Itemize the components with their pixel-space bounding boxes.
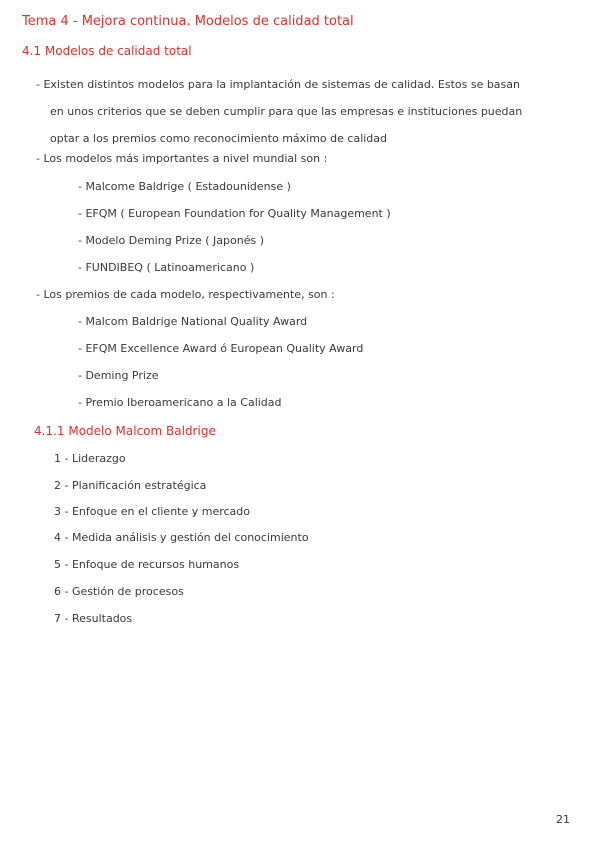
criterion-item: 5 - Enfoque de recursos humanos (54, 558, 240, 571)
subsection-heading: 4.1.1 Modelo Malcom Baldrige (34, 424, 216, 438)
model-item: - Modelo Deming Prize ( Japonés ) (78, 234, 264, 247)
model-item: - Malcome Baldrige ( Estadounidense ) (78, 180, 291, 193)
award-item: - EFQM Excellence Award ó European Quality Award (78, 342, 364, 355)
criterion-item: 2 - Planificación estratégica (54, 479, 207, 492)
award-item: - Deming Prize (78, 369, 159, 382)
criterion-item: 6 - Gestión de procesos (54, 585, 184, 598)
section-heading: 4.1 Modelos de calidad total (22, 44, 192, 58)
criterion-item: 4 - Medida análisis y gestión del conocimiento (54, 531, 309, 544)
awards-intro: - Los premios de cada modelo, respectivamente, son : (36, 288, 335, 301)
model-item: - FUNDIBEQ ( Latinoamericano ) (78, 261, 255, 274)
intro-paragraph (36, 71, 572, 152)
criterion-item: 7 - Resultados (54, 612, 133, 625)
intro-line: - Existen distintos modelos para la implantación de sistemas de calidad. Estos se basan (36, 78, 520, 91)
model-item: - EFQM ( European Foundation for Quality Management ) (78, 207, 391, 220)
intro-line: en unos criterios que se deben cumplir para que las empresas e instituciones puedan (50, 105, 523, 118)
award-item: - Malcom Baldrige National Quality Award (78, 315, 308, 328)
criterion-item: 3 - Enfoque en el cliente y mercado (54, 505, 251, 518)
page-title: Tema 4 - Mejora continua. Modelos de calidad total (22, 14, 354, 29)
award-item: - Premio Iberoamericano a la Calidad (78, 396, 282, 409)
models-intro: - Los modelos más importantes a nivel mundial son : (36, 152, 328, 165)
intro-line: optar a los premios como reconocimiento máximo de calidad (50, 132, 388, 145)
criterion-item: 1 - Liderazgo (54, 452, 126, 465)
page-number: 21 (556, 813, 570, 826)
